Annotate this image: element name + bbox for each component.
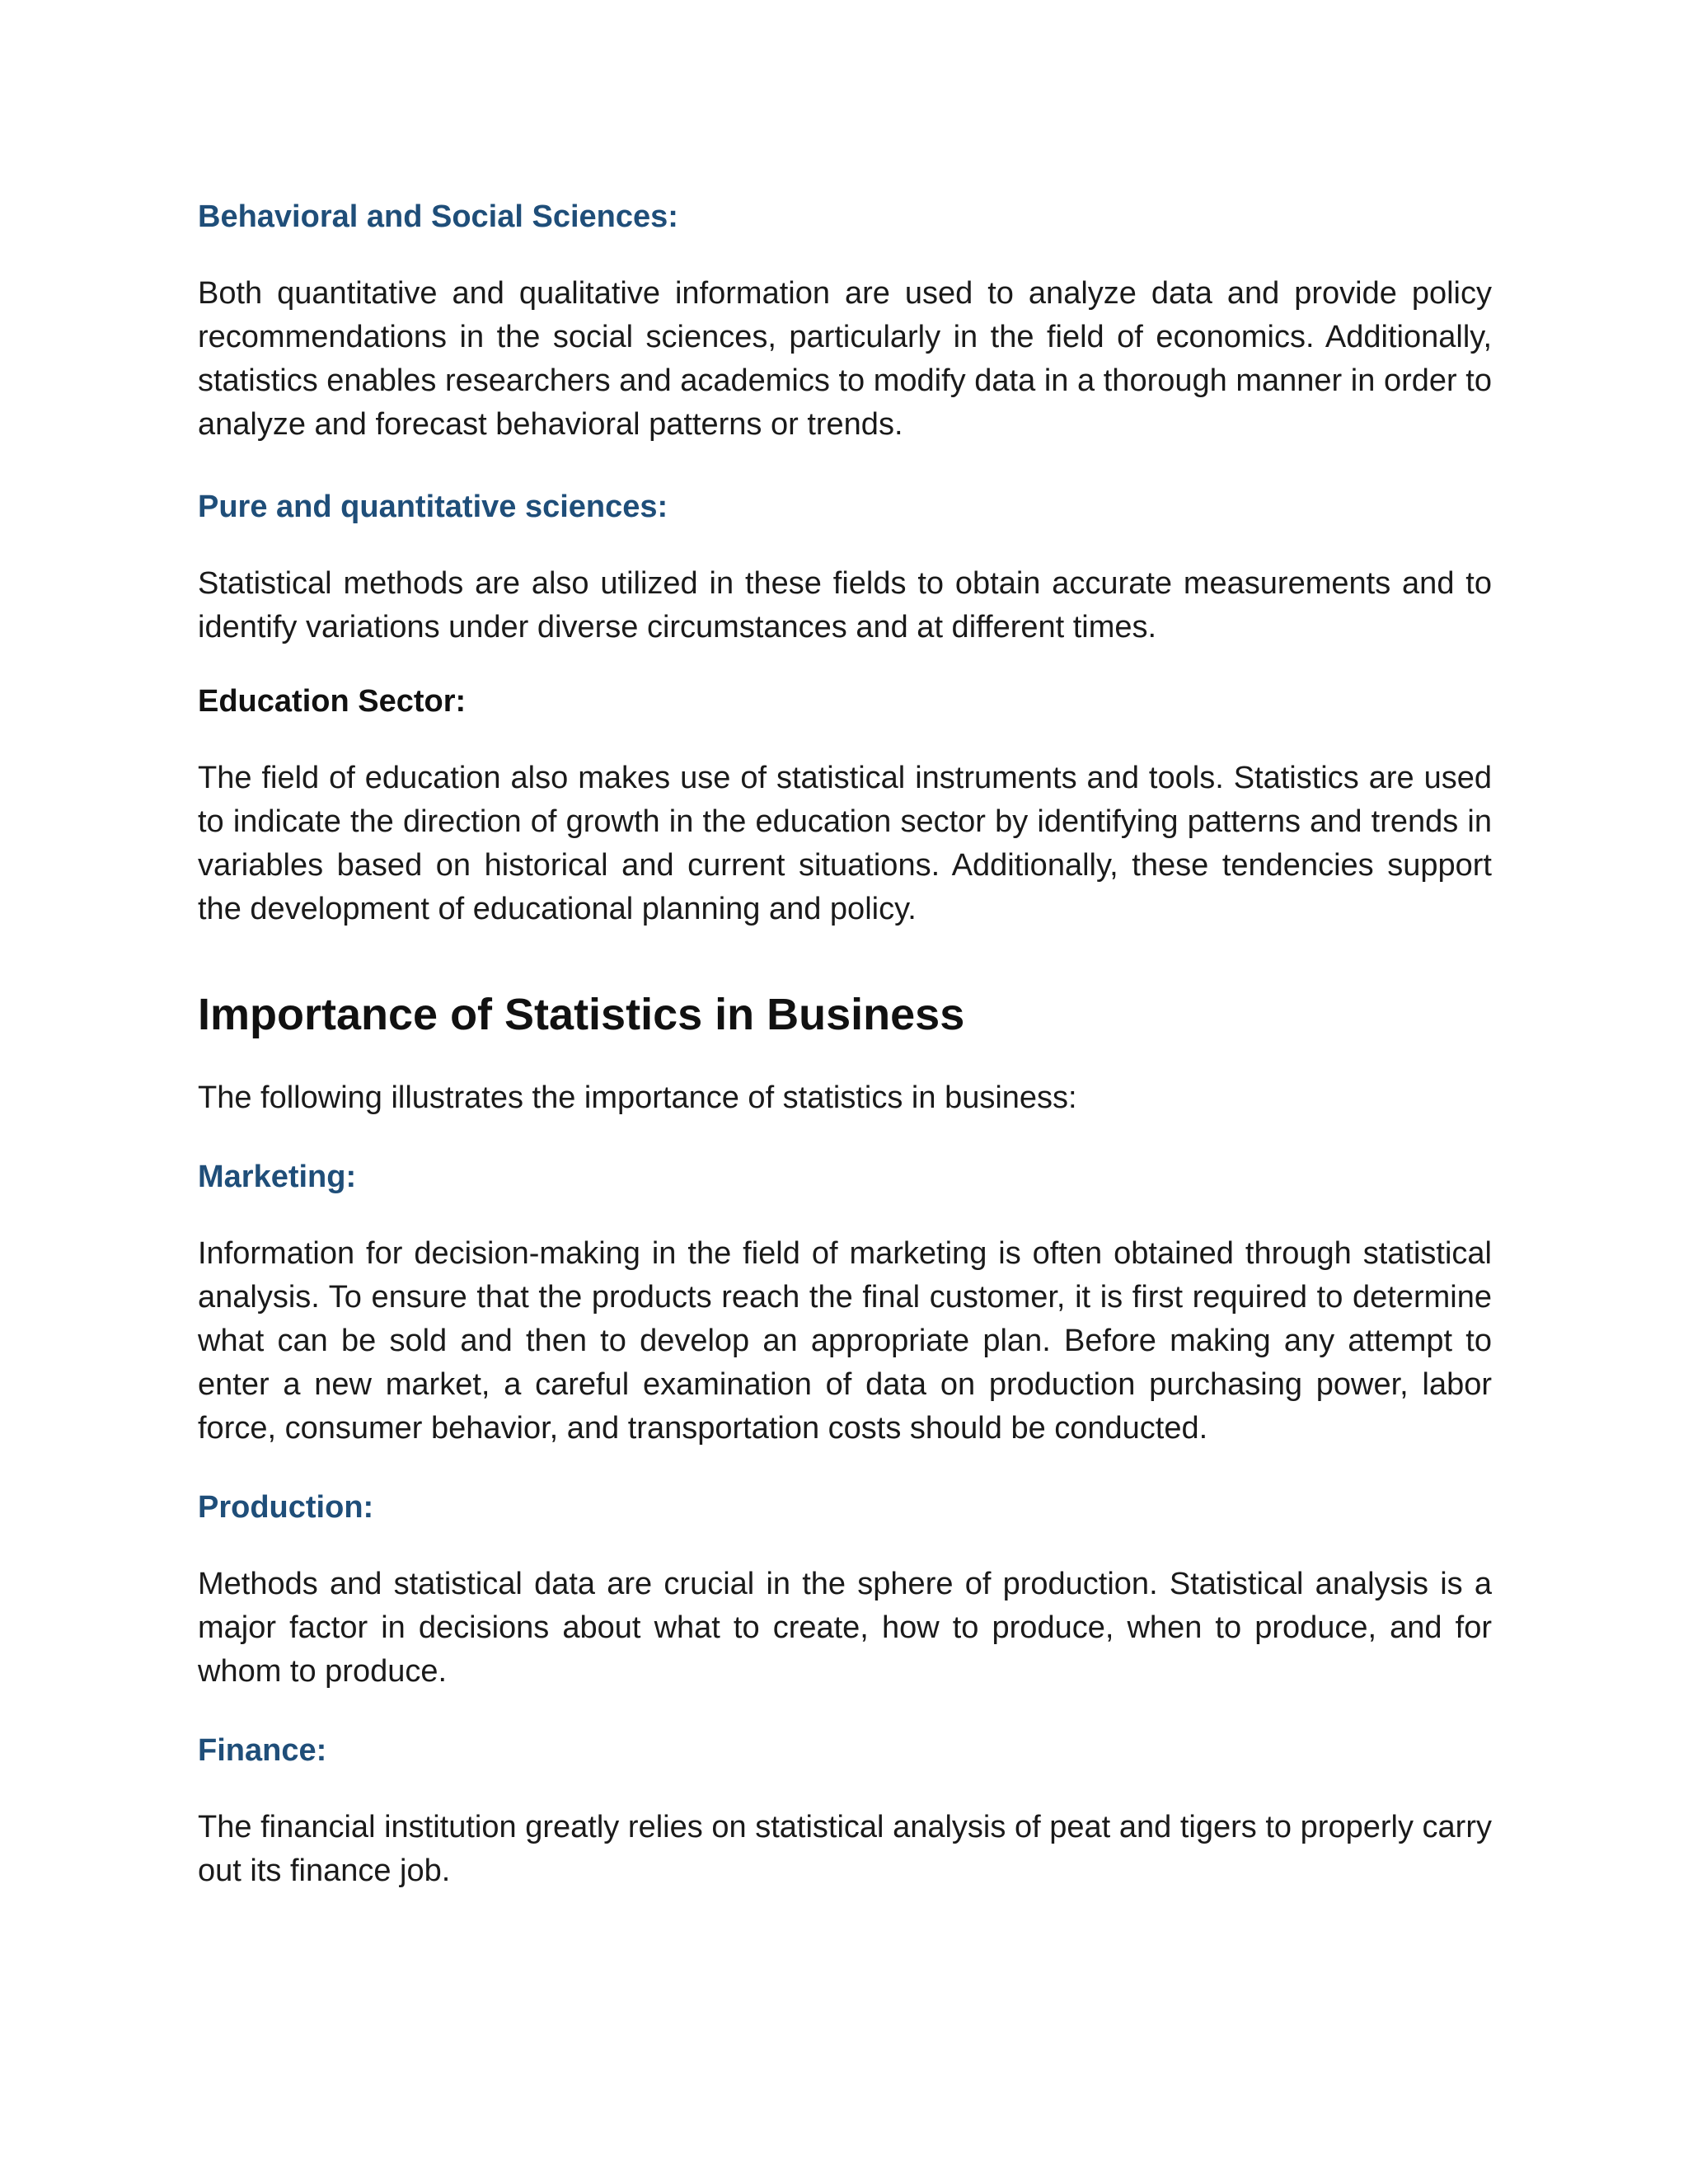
paragraph-education-sector: The field of education also makes use of statistical instruments and tools. Statistics are used to indicate the direction of growth in the education sector by identifying patterns and trends in variables based on historical and current situations. Additionally, these tendencies support the development of educational planning and policy. xyxy=(198,761,1492,926)
paragraph-pure-quantitative-sciences: Statistical methods are also utilized in these fields to obtain accurate measurements and to identify variations under diverse circumstances and at different times. xyxy=(198,566,1492,644)
heading-education-sector: Education Sector: xyxy=(198,684,467,719)
heading-finance: Finance: xyxy=(198,1733,327,1768)
heading-pure-quantitative-sciences: Pure and quantitative sciences: xyxy=(198,490,668,524)
paragraph-production: Methods and statistical data are crucial in the sphere of production. Statistical analysis is a major factor in decisions about what to create, how to produce, when to produce, and for whom to produce. xyxy=(198,1567,1492,1689)
heading-behavioral-social-sciences: Behavioral and Social Sciences: xyxy=(198,199,678,234)
heading-importance-of-statistics: Importance of Statistics in Business xyxy=(198,990,965,1039)
paragraph-behavioral-social-sciences: Both quantitative and qualitative information are used to analyze data and provide policy recommendations in the social sciences, particularly in the field of economics. Additionally, statistics enables researchers and academics to modify data in a thorough manner in order to analyze and forecast behavioral patterns or trends. xyxy=(198,276,1492,442)
heading-production: Production: xyxy=(198,1490,374,1525)
document-content xyxy=(198,198,1492,1893)
paragraph-marketing: Information for decision-making in the field of marketing is often obtained through statistical analysis. To ensure that the products reach the final customer, it is first required to determine what can be sold and then to develop an appropriate plan. Before making any attempt to enter a new market, a careful examination of data on production purchasing power, labor force, consumer behavior, and transportation costs should be conducted. xyxy=(198,1236,1492,1446)
heading-marketing: Marketing: xyxy=(198,1160,357,1194)
paragraph-importance-intro: The following illustrates the importance of statistics in business: xyxy=(198,1080,1077,1115)
paragraph-finance: The financial institution greatly relies on statistical analysis of peat and tigers to properly carry out its finance job. xyxy=(198,1810,1492,1888)
